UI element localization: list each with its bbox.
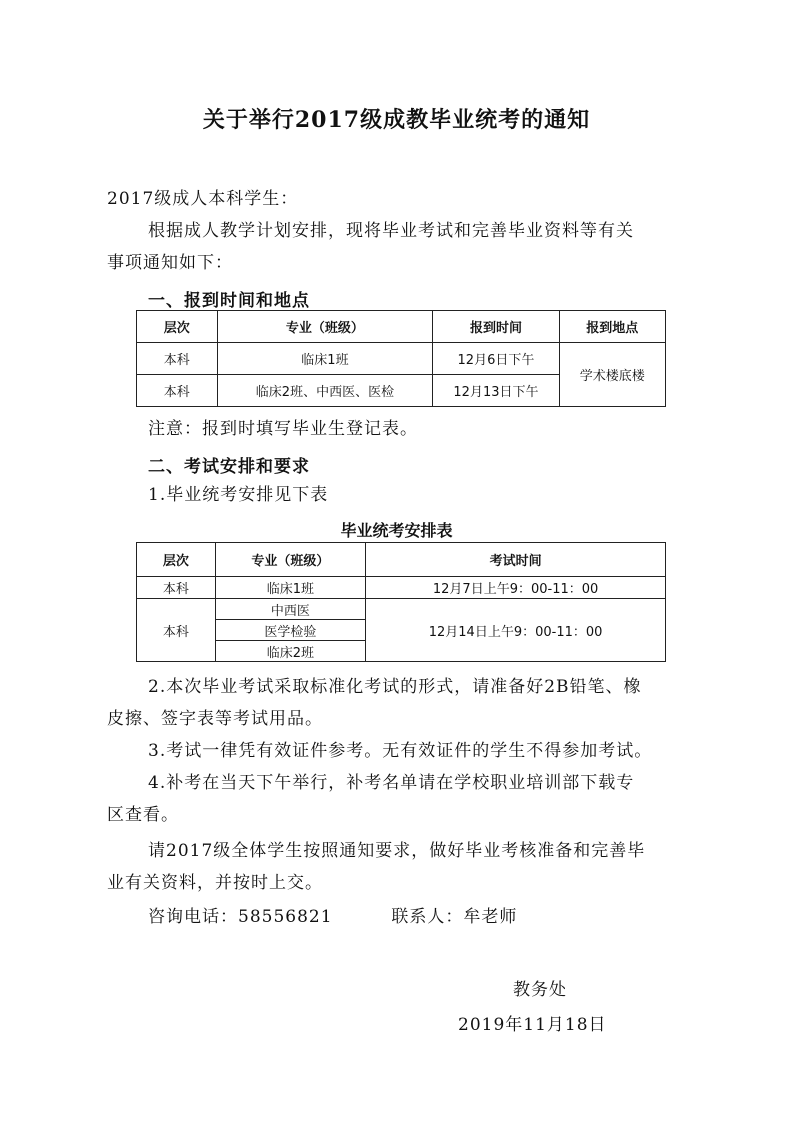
contact-line bbox=[148, 906, 517, 928]
exam-major: 临床1班 bbox=[215, 577, 365, 599]
reg-level: 本科 bbox=[137, 375, 218, 407]
registration-table bbox=[136, 310, 666, 407]
exam-header-time: 考试时间 bbox=[366, 543, 666, 577]
exam-item-1: 1.毕业统考安排见下表 bbox=[148, 485, 329, 505]
signature-department: 教务处 bbox=[513, 980, 567, 1000]
salutation: 2017级成人本科学生： bbox=[107, 189, 299, 209]
contact-person: 牟老师 bbox=[463, 907, 518, 927]
reg-header-level: 层次 bbox=[137, 311, 218, 343]
reg-header-time: 报到时间 bbox=[433, 311, 559, 343]
exam-time: 12月7日上午9：00-11：00 bbox=[366, 577, 666, 599]
closing-line-1: 请2017级全体学生按照通知要求，做好毕业考核准备和完善毕 bbox=[148, 841, 646, 861]
phone-number: 58556821 bbox=[238, 907, 333, 927]
exam-level: 本科 bbox=[137, 577, 216, 599]
exam-table-title: 毕业统考安排表 bbox=[340, 521, 453, 540]
exam-time: 12月14日上午9：00-11：00 bbox=[366, 599, 666, 662]
exam-major: 医学检验 bbox=[215, 620, 365, 641]
phone-label: 咨询电话： bbox=[148, 907, 238, 927]
reg-level: 本科 bbox=[137, 343, 218, 375]
exam-item-4-line-1: 4.补考在当天下午举行，补考名单请在学校职业培训部下载专 bbox=[148, 773, 635, 793]
intro-line-2: 事项通知如下： bbox=[107, 253, 233, 273]
exam-major: 中西医 bbox=[215, 599, 365, 620]
exam-item-4-line-2: 区查看。 bbox=[107, 805, 179, 825]
exam-item-2-line-2: 皮擦、签字表等考试用品。 bbox=[107, 709, 323, 729]
page-title: 关于举行2017级成教毕业统考的通知 bbox=[202, 107, 591, 133]
registration-note: 注意：报到时填写毕业生登记表。 bbox=[148, 419, 418, 439]
closing-line-2: 业有关资料，并按时上交。 bbox=[107, 873, 323, 893]
exam-level: 本科 bbox=[137, 599, 216, 662]
exam-header-major: 专业（班级） bbox=[215, 543, 365, 577]
table-row bbox=[137, 599, 666, 620]
exam-item-3: 3.考试一律凭有效证件参考。无有效证件的学生不得参加考试。 bbox=[148, 741, 653, 761]
reg-major: 临床2班、中西医、医检 bbox=[217, 375, 433, 407]
exam-table bbox=[136, 542, 666, 662]
reg-time: 12月6日下午 bbox=[433, 343, 559, 375]
table-row bbox=[137, 577, 666, 599]
exam-major: 临床2班 bbox=[215, 641, 365, 662]
table-row bbox=[137, 343, 666, 375]
section2-heading: 二、考试安排和要求 bbox=[148, 457, 310, 477]
section1-heading: 一、报到时间和地点 bbox=[148, 291, 310, 311]
exam-header-level: 层次 bbox=[137, 543, 216, 577]
reg-header-location: 报到地点 bbox=[559, 311, 665, 343]
contact-person-label: 联系人： bbox=[391, 907, 464, 927]
reg-header-major: 专业（班级） bbox=[217, 311, 433, 343]
reg-major: 临床1班 bbox=[217, 343, 433, 375]
exam-item-2-line-1: 2.本次毕业考试采取标准化考试的形式，请准备好2B铅笔、橡 bbox=[148, 677, 642, 697]
reg-location: 学术楼底楼 bbox=[559, 343, 665, 407]
signature-date: 2019年11月18日 bbox=[458, 1015, 607, 1035]
intro-line-1: 根据成人教学计划安排，现将毕业考试和完善毕业资料等有关 bbox=[148, 221, 634, 241]
reg-time: 12月13日下午 bbox=[433, 375, 559, 407]
